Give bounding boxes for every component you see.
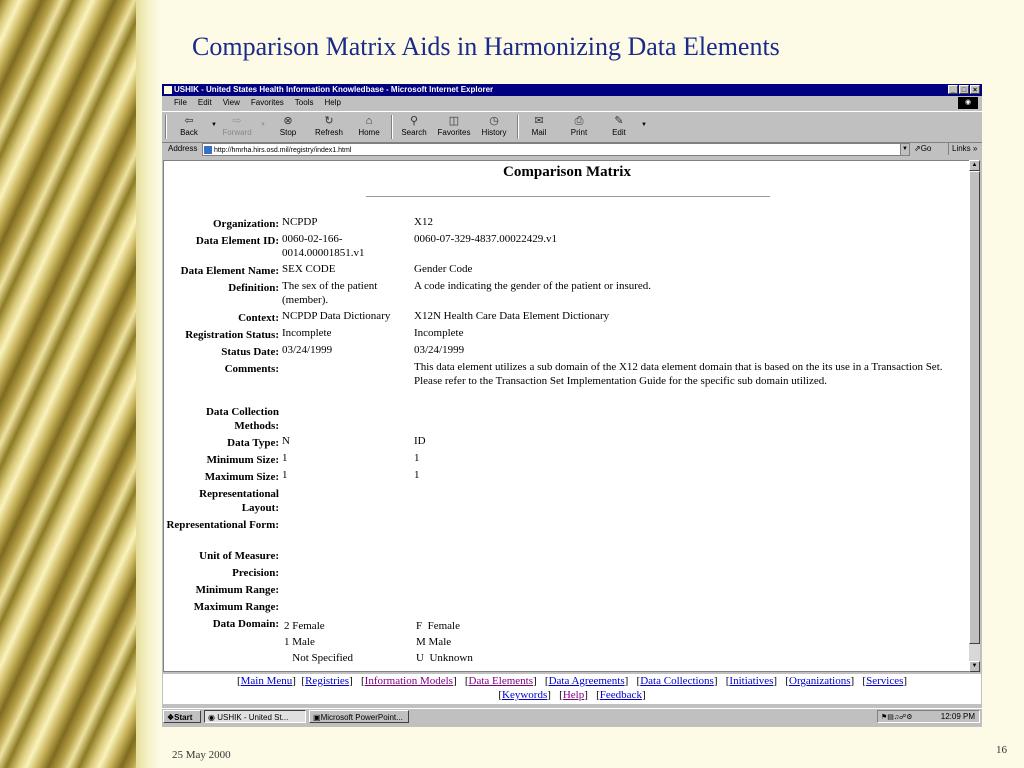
domain-b-male: M Male: [416, 636, 452, 648]
value-b-data-element-id: 0060-07-329-4837.00022429.v1: [414, 233, 557, 245]
label-maximum-size: Maximum Size:: [204, 471, 279, 483]
toolbar-grip: [165, 115, 167, 139]
back-arrow-icon: ⇦: [184, 115, 194, 127]
address-label: Address: [168, 144, 198, 153]
value-b-registration-status: Incomplete: [414, 327, 464, 339]
window-titlebar[interactable]: [162, 84, 982, 96]
mail-label: Mail: [531, 128, 547, 137]
browser-window: [162, 84, 982, 727]
edit-dropdown-icon[interactable]: ▼: [641, 122, 647, 128]
windows-taskbar: [162, 708, 982, 725]
toolbar-separator: [517, 115, 519, 139]
link-registries[interactable]: Registries: [305, 675, 350, 687]
domain-a-not-specified: Not Specified: [284, 652, 354, 664]
mail-button[interactable]: [520, 114, 558, 138]
domain-b-unknown: U Unknown: [416, 652, 473, 664]
history-icon: ◷: [489, 115, 499, 127]
link-data-elements[interactable]: Data Elements: [468, 675, 533, 687]
favorites-label: Favorites: [437, 128, 471, 137]
label-representational-form: Representational Form:: [166, 519, 279, 531]
menu-view[interactable]: View: [222, 98, 240, 107]
slide-date: 25 May 2000: [172, 749, 231, 761]
home-icon: ⌂: [365, 115, 373, 127]
scroll-up-icon[interactable]: ▲: [969, 160, 980, 171]
forward-button[interactable]: [218, 114, 256, 138]
home-label: Home: [358, 128, 380, 137]
decorative-gold-border: [0, 0, 160, 768]
minimize-button[interactable]: _: [948, 85, 958, 94]
menu-edit[interactable]: Edit: [197, 98, 212, 107]
page-content: [163, 160, 971, 672]
favorites-button[interactable]: [435, 114, 473, 138]
label-data-domain: Data Domain:: [212, 618, 279, 630]
toolbar-separator: [391, 115, 393, 139]
link-services[interactable]: Services: [866, 675, 904, 687]
slide-title: Comparison Matrix Aids in Harmonizing Data Elements: [192, 32, 780, 61]
value-a-data-element-id: 0060-02-166-0014.00001851.v1: [282, 233, 365, 259]
link-feedback[interactable]: Feedback: [599, 689, 642, 701]
value-a-minimum-size: 1: [282, 452, 288, 464]
matrix-title: Comparison Matrix: [503, 164, 631, 180]
taskbar-item-powerpoint-label: Microsoft PowerPoint...: [320, 713, 403, 722]
taskbar-item-powerpoint[interactable]: [309, 710, 409, 723]
forward-arrow-icon: ⇨: [232, 115, 242, 127]
search-button[interactable]: [395, 114, 433, 138]
label-data-type: Data Type:: [227, 437, 279, 449]
label-comments: Comments:: [224, 363, 279, 375]
history-button[interactable]: [475, 114, 513, 138]
tray-icons[interactable]: ⚑▤♫☍⚙: [881, 714, 913, 721]
label-minimum-size: Minimum Size:: [206, 454, 279, 466]
refresh-label: Refresh: [314, 128, 343, 137]
label-data-element-name: Data Element Name:: [180, 265, 279, 277]
go-arrow-icon: ⇗: [914, 144, 921, 153]
menu-tools[interactable]: Tools: [294, 98, 314, 107]
label-definition: Definition:: [228, 282, 279, 294]
scroll-thumb[interactable]: [969, 171, 980, 644]
links-label: Links: [952, 144, 971, 153]
link-data-collections[interactable]: Data Collections: [640, 675, 714, 687]
address-input[interactable]: [202, 143, 902, 156]
taskbar-item-ie-label: USHIK - United St...: [217, 713, 289, 722]
start-button[interactable]: [163, 710, 201, 723]
back-button[interactable]: [170, 114, 208, 138]
menu-bar: [162, 96, 982, 110]
menu-file[interactable]: File: [174, 98, 187, 107]
value-a-status-date: 03/24/1999: [282, 344, 333, 356]
menu-favorites[interactable]: Favorites: [250, 98, 284, 107]
menu-help[interactable]: Help: [324, 98, 341, 107]
label-data-element-id: Data Element ID:: [195, 235, 279, 247]
windows-logo-icon: ❖: [167, 713, 175, 722]
link-initiatives[interactable]: Initiatives: [729, 675, 774, 687]
system-tray: [877, 710, 980, 723]
link-main-menu[interactable]: Main Menu: [240, 675, 293, 687]
forward-dropdown-icon[interactable]: ▼: [260, 122, 266, 128]
page-icon: [204, 146, 212, 154]
domain-b-female: F Female: [416, 620, 460, 632]
stop-label: Stop: [279, 128, 297, 137]
ie-icon: ◉: [208, 713, 215, 722]
address-url: http://hmrha.hirs.osd.mil/registry/index1.html: [214, 147, 352, 154]
value-b-minimum-size: 1: [414, 452, 420, 464]
label-representational-layout: Representational Layout:: [199, 488, 279, 514]
value-a-definition: The sex of the patient (member).: [282, 280, 378, 306]
refresh-button[interactable]: [310, 114, 348, 138]
window-title: USHIK - United States Health Information Knowledbase - Microsoft Internet Explorer: [174, 85, 494, 94]
stop-icon: ⊗: [283, 115, 293, 127]
value-a-registration-status: Incomplete: [282, 327, 332, 339]
refresh-icon: ↻: [324, 115, 334, 127]
slide-page-number: 16: [996, 744, 1007, 756]
label-maximum-range: Maximum Range:: [193, 601, 279, 613]
domain-a-male: 1 Male: [284, 636, 315, 648]
home-button[interactable]: [350, 114, 388, 138]
chevron-right-icon: »: [972, 144, 978, 153]
footer-nav: [Main Menu] [Registries] [Information Models] [Data Elements] [Data Agreements] [Data Collections] [Initiatives] [Organizations] [Services] [Keywords] [Help] [Feedback]: [163, 674, 981, 704]
label-status-date: Status Date:: [221, 346, 279, 358]
maximize-button[interactable]: □: [959, 85, 969, 94]
printer-icon: ⎙: [574, 115, 584, 127]
value-b-comments: This data element utilizes a sub domain of the X12 data element domain that is based on the its use in a Transaction Set. Please refer to the Transaction Set Implementation Guide for the specific sub domain utilized.: [414, 361, 943, 387]
link-information-models[interactable]: Information Models: [364, 675, 453, 687]
print-button[interactable]: [560, 114, 598, 138]
favorites-folder-icon: ◫: [448, 115, 460, 127]
value-a-data-type: N: [282, 435, 290, 447]
clock: 12:09 PM: [940, 712, 975, 721]
value-b-context: X12N Health Care Data Element Dictionary: [414, 310, 610, 322]
history-label: History: [481, 128, 507, 137]
divider: [366, 196, 770, 197]
label-data-collection-methods: Data Collection Methods:: [205, 406, 279, 432]
value-a-context: NCPDP Data Dictionary: [282, 310, 391, 322]
label-unit-of-measure: Unit of Measure:: [199, 550, 279, 562]
word-edit-icon: ✎: [614, 115, 624, 127]
value-b-status-date: 03/24/1999: [414, 344, 465, 356]
label-context: Context:: [238, 312, 279, 324]
value-b-maximum-size: 1: [414, 469, 420, 481]
links-button[interactable]: [948, 142, 980, 155]
label-registration-status: Registration Status:: [185, 329, 279, 341]
start-label: Start: [174, 713, 193, 722]
value-b-data-type: ID: [414, 435, 426, 447]
go-button[interactable]: [914, 144, 931, 153]
value-a-data-element-name: SEX CODE: [282, 263, 336, 275]
value-a-organization: NCPDP: [282, 216, 318, 228]
value-b-data-element-name: Gender Code: [414, 263, 473, 275]
powerpoint-icon: ▣: [313, 713, 321, 722]
link-help[interactable]: Help: [562, 689, 585, 701]
link-organizations[interactable]: Organizations: [789, 675, 851, 687]
edit-button[interactable]: [600, 114, 638, 138]
close-button[interactable]: ×: [970, 85, 980, 94]
label-minimum-range: Minimum Range:: [195, 584, 279, 596]
edit-label: Edit: [612, 128, 626, 137]
value-a-maximum-size: 1: [282, 469, 288, 481]
search-icon: ⚲: [409, 115, 419, 127]
go-label: Go: [920, 144, 932, 153]
taskbar-item-ie[interactable]: [204, 710, 306, 723]
print-label: Print: [570, 128, 588, 137]
value-b-definition: A code indicating the gender of the patient or insured.: [414, 280, 652, 292]
address-bar: [162, 142, 982, 158]
link-data-agreements[interactable]: Data Agreements: [548, 675, 625, 687]
address-dropdown-icon[interactable]: ▼: [900, 143, 910, 156]
stop-button[interactable]: [269, 114, 307, 138]
value-b-organization: X12: [414, 216, 433, 228]
back-dropdown-icon[interactable]: ▼: [211, 122, 217, 128]
search-label: Search: [401, 128, 427, 137]
scroll-down-icon[interactable]: ▼: [969, 661, 980, 672]
ie-throbber-icon: ◉: [958, 97, 978, 109]
label-precision: Precision:: [232, 567, 279, 579]
back-label: Back: [180, 128, 198, 137]
ie-page-icon: [164, 86, 172, 94]
link-keywords[interactable]: Keywords: [502, 689, 548, 701]
forward-label: Forward: [222, 128, 252, 137]
vertical-scrollbar[interactable]: [969, 160, 980, 672]
mail-icon: ✉: [534, 115, 544, 127]
standard-toolbar: [162, 111, 982, 143]
domain-a-female: 2 Female: [284, 620, 325, 632]
label-organization: Organization:: [213, 218, 279, 230]
